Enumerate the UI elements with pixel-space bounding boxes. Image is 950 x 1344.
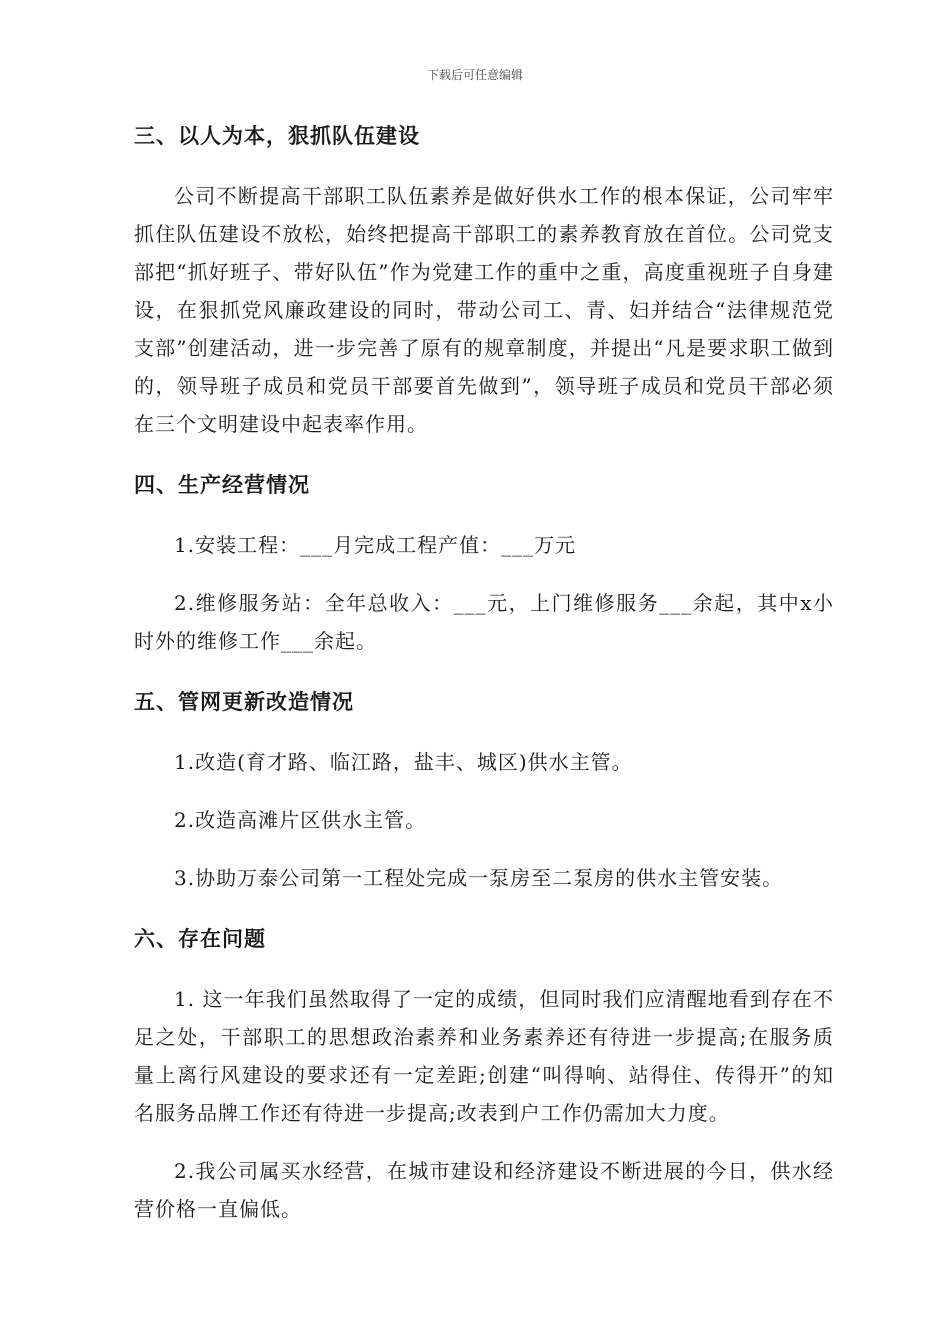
paragraph: 1. 这一年我们虽然取得了一定的成绩，但同时我们应清醒地看到存在不足之处，干部职工的思想政治素养和业务素养还有待进一步提高;在服务质量上离行风建设的要求还有一定差距;创建“叫得响、站得住、传得开”的知名服务品牌工作还有待进一步提高;改表到户工作仍需加大力度。 xyxy=(134,987,834,1125)
section-heading-5: 五、管网更新改造情况 xyxy=(134,690,354,714)
paragraph: 2.维修服务站：全年总收入：___元，上门维修服务___余起，其中x小时外的维修工作___余起。 xyxy=(134,591,834,653)
section-heading-6: 六、存在问题 xyxy=(134,927,266,951)
paragraph: 3.协助万泰公司第一工程处完成一泵房至二泵房的供水主管安装。 xyxy=(174,866,784,890)
paragraph: 2.我公司属买水经营，在城市建设和经济建设不断进展的今日，供水经营价格一直偏低。 xyxy=(134,1159,834,1221)
section-heading-3: 三、以人为本，狠抓队伍建设 xyxy=(134,124,420,148)
page-header: 下载后可任意编辑 xyxy=(426,68,523,82)
paragraph: 1.安装工程：___月完成工程产值：___万元 xyxy=(174,533,577,557)
document-body xyxy=(134,118,834,1248)
paragraph: 公司不断提高干部职工队伍素养是做好供水工作的根本保证，公司牢牢抓住队伍建设不放松，始终把提高干部职工的素养教育放在首位。公司党支部把“抓好班子、带好队伍”作为党建工作的重中之重，高度重视班子自身建设，在狠抓党风廉政建设的同时，带动公司工、青、妇并结合“法律规范党支部”创建活动，进一步完善了原有的规章制度，并提出“凡是要求职工做到的，领导班子成员和党员干部要首先做到”，领导班子成员和党员干部必须在三个文明建设中起表率作用。 xyxy=(134,184,834,436)
paragraph: 2.改造高滩片区供水主管。 xyxy=(174,808,427,832)
section-heading-4: 四、生产经营情况 xyxy=(134,473,310,497)
paragraph: 1.改造(育才路、临江路，盐丰、城区)供水主管。 xyxy=(174,750,633,774)
